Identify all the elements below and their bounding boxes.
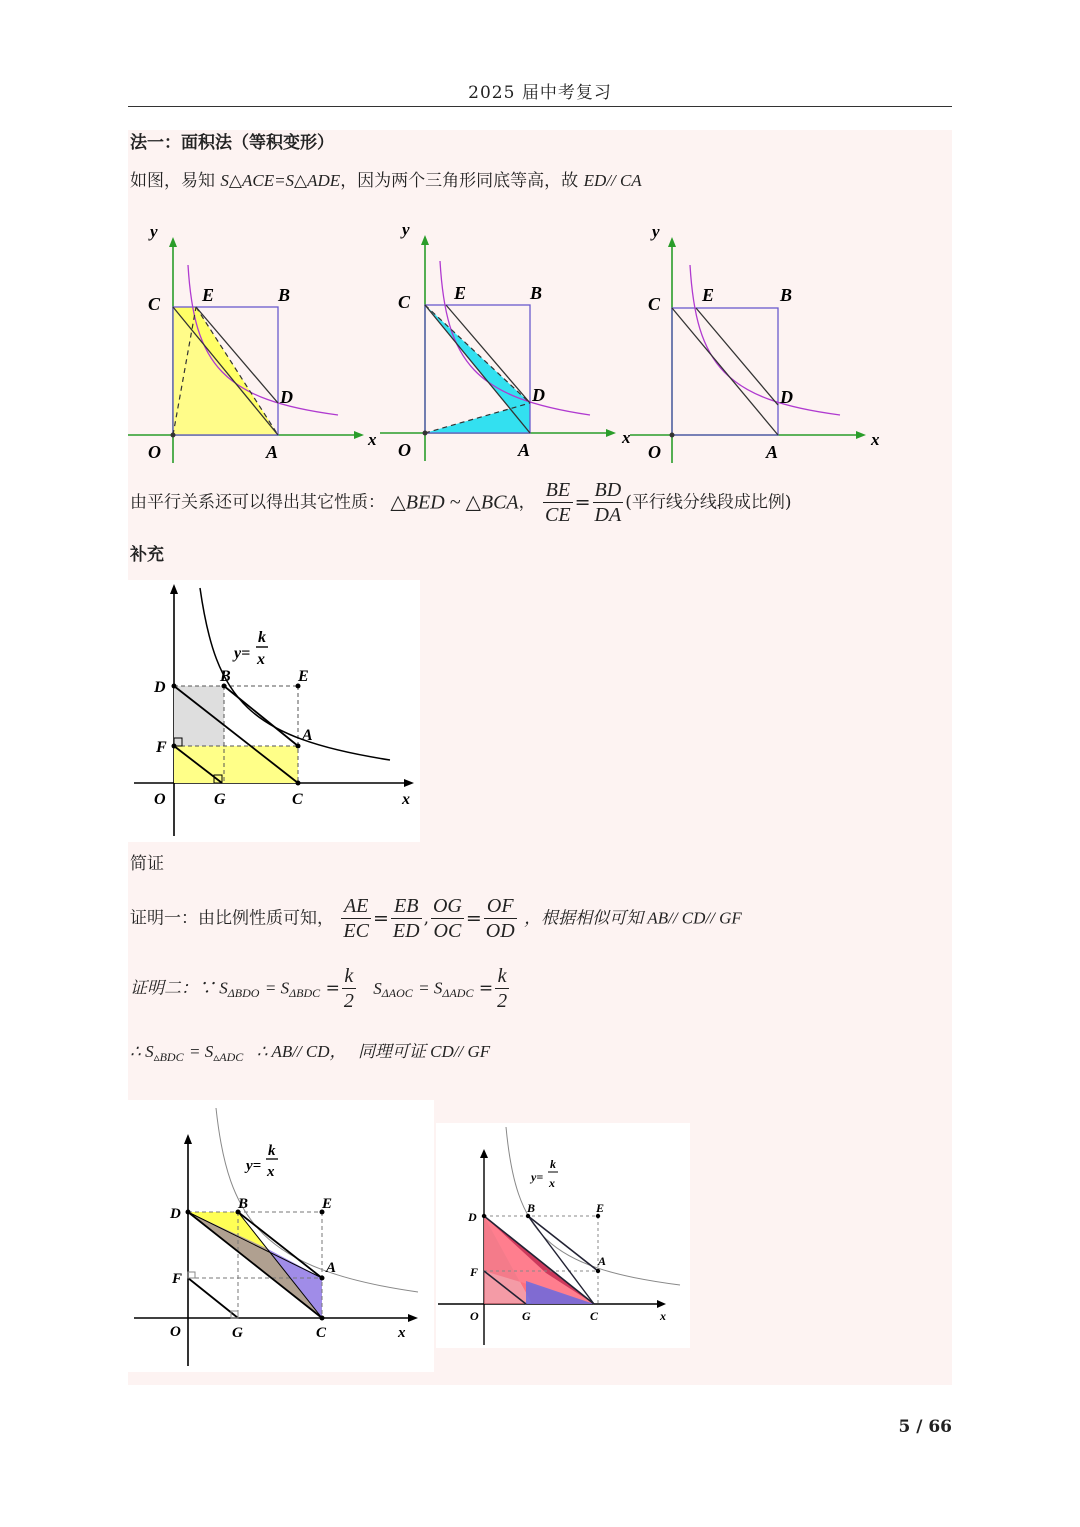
- right-angle-F: [188, 1272, 195, 1278]
- label-x: x: [402, 791, 410, 808]
- point-F: [172, 744, 177, 749]
- label-A: A: [518, 440, 531, 460]
- similarity-note: (平行线分线段成比例): [625, 492, 792, 513]
- subscript-BDO: ΔBDO: [227, 986, 260, 1000]
- label-B: B: [220, 668, 231, 685]
- label-C: C: [590, 1309, 599, 1323]
- label-x: x: [660, 1309, 666, 1323]
- function-k: k: [258, 629, 266, 646]
- numerator: k: [495, 964, 509, 989]
- label-E: E: [454, 283, 467, 303]
- function-x: x: [549, 1176, 555, 1190]
- label-B: B: [780, 285, 793, 305]
- point-C: [320, 1316, 325, 1321]
- label-E: E: [298, 668, 309, 685]
- intro-equation: S△ACE=S△ADE: [220, 171, 341, 190]
- page-header: 2025 届中考复习: [468, 83, 612, 103]
- label-D: D: [170, 1206, 181, 1222]
- y-arrow: [170, 584, 178, 594]
- subscript-ADC: ΔADC: [442, 986, 474, 1000]
- label-x: x: [871, 430, 880, 449]
- page-number: 5 / 66: [898, 1417, 952, 1437]
- x-arrow: [408, 1314, 418, 1322]
- segment-CA: [672, 308, 778, 435]
- segment-DC: [188, 1212, 322, 1318]
- x-arrow: [354, 431, 364, 439]
- numerator: BD: [594, 479, 622, 501]
- segment-ED: [696, 308, 778, 405]
- segment-DA: [188, 1212, 322, 1278]
- denominator: CE: [545, 504, 571, 526]
- label-C: C: [148, 294, 161, 314]
- numerator: k: [342, 964, 356, 989]
- x-arrow: [606, 429, 616, 437]
- fraction-OF-OD: [484, 894, 517, 943]
- label-B: B: [278, 285, 291, 305]
- equals: =: [574, 491, 591, 514]
- denominator: OC: [433, 920, 462, 942]
- label-G: G: [232, 1325, 243, 1341]
- supplement-title: 补充: [130, 545, 164, 565]
- label-A: A: [266, 442, 279, 462]
- label-y: y: [652, 222, 660, 241]
- label-D: D: [532, 385, 545, 405]
- proof-two: 证明二：∵ $S_{\Delta BDO} = S_{\Delta BDC}$ = $\frac{k}{2}$ $S_{\Delta AOC} = S_{\Delta ADC}$ = $\frac{k}{2}$: [130, 965, 508, 1012]
- fraction-BE-CE: [543, 478, 573, 527]
- label-G: G: [214, 791, 226, 808]
- denominator: 2: [497, 990, 508, 1012]
- segment-BC: [238, 1212, 322, 1318]
- point-A: [596, 1269, 600, 1273]
- denominator: EC: [343, 920, 369, 942]
- label-y: y: [402, 220, 410, 239]
- label-A: A: [302, 727, 313, 744]
- point-A: [296, 744, 301, 749]
- denominator: 2: [343, 990, 354, 1012]
- numerator: AE: [341, 894, 371, 919]
- function-x: x: [257, 651, 265, 668]
- label-C: C: [292, 791, 303, 808]
- similarly-proven: 同理可证 CD// GF: [357, 1042, 491, 1061]
- subscript-BDC: ΔBDC: [289, 986, 321, 1000]
- label-D: D: [154, 679, 166, 696]
- subscript-BDC: ▵BDC: [153, 1050, 184, 1064]
- label-F: F: [156, 739, 167, 756]
- label-D: D: [780, 387, 793, 407]
- label-x: x: [622, 428, 631, 447]
- brief-proof-title: 简证: [130, 854, 164, 874]
- label-F: F: [172, 1271, 183, 1287]
- label-y: y: [150, 222, 158, 241]
- subscript-ADC: ▵ADC: [213, 1050, 244, 1064]
- point-D: [172, 684, 177, 689]
- y-arrow: [421, 235, 429, 245]
- label-C: C: [398, 292, 411, 312]
- label-x: x: [368, 430, 377, 449]
- similarity-prefix: 由平行关系还可以得出其它性质：: [130, 492, 385, 513]
- x-arrow: [404, 779, 414, 787]
- intro-conclusion: ED// CA: [583, 171, 642, 190]
- numerator: OG: [432, 895, 462, 917]
- figure-3: [630, 215, 885, 470]
- x-arrow: [657, 1300, 666, 1308]
- numerator: EB: [391, 894, 422, 919]
- label-A: A: [766, 442, 779, 462]
- label-E: E: [322, 1196, 333, 1212]
- y-arrow: [169, 237, 177, 247]
- header-rule: [128, 106, 952, 107]
- point-O: [670, 433, 675, 438]
- y-arrow: [668, 237, 676, 247]
- intro-line: [130, 172, 642, 190]
- label-G: G: [522, 1309, 531, 1323]
- label-D: D: [280, 387, 293, 407]
- label-E: E: [702, 285, 715, 305]
- supplement-figure: [128, 580, 420, 842]
- label-B: B: [530, 283, 543, 303]
- denominator: OD: [485, 920, 515, 942]
- label-F: F: [470, 1265, 479, 1279]
- function-x: x: [267, 1164, 275, 1180]
- label-O: O: [470, 1309, 479, 1323]
- therefore-parallel: ∴ AB// CD，: [256, 1042, 347, 1061]
- label-O: O: [648, 442, 661, 462]
- label-C: C: [316, 1325, 327, 1341]
- figure-1: [128, 215, 378, 470]
- point-D: [186, 1210, 191, 1215]
- function-k: k: [550, 1157, 556, 1171]
- label-D: D: [468, 1210, 477, 1224]
- label-E: E: [202, 285, 215, 305]
- rect-yellow: [174, 746, 298, 783]
- function-k: k: [268, 1143, 276, 1159]
- segment-CA: [425, 305, 530, 433]
- similarity-statement: △BED ~ △BCA: [390, 491, 519, 514]
- label-O: O: [154, 791, 166, 808]
- therefore-s: ∴ S: [130, 1042, 154, 1061]
- section-heading: 法一：面积法（等积变形）: [130, 133, 334, 153]
- proof-three: ∴ $S_{▵BDC} = S_{▵ADC}$ ∴ AB// CD， 同理可证 CD// GF: [130, 1042, 491, 1064]
- point-O: [171, 433, 176, 438]
- label-O: O: [170, 1324, 181, 1340]
- numerator: OF: [484, 894, 517, 919]
- fraction-OG-OC: [431, 894, 464, 943]
- proof-two-prefix: 证明二：∵ S: [130, 978, 228, 998]
- segment-ED: [446, 305, 530, 403]
- label-C: C: [648, 294, 661, 314]
- intro-mid: ，因为两个三角形同底等高，故: [340, 171, 584, 191]
- proof-one: 证明一：由比例性质可知， $\frac{AE}{EC}$ = $\frac{EB}{ED}$ , $\frac{OG}{OC}$ = $\frac{OF}{OD}$ ，根据相似可知 AB// CD// GF: [130, 895, 742, 942]
- point-C: [296, 781, 301, 786]
- function-y: y=: [531, 1170, 544, 1184]
- proof-one-suffix: ，根据相似可知 AB// CD// GF: [524, 908, 742, 928]
- numerator: BE: [543, 478, 573, 503]
- segment-BA: [224, 686, 298, 746]
- point-D: [482, 1214, 486, 1218]
- fraction-AE-EC: [341, 894, 371, 943]
- function-y: y=: [234, 645, 251, 662]
- label-O: O: [398, 440, 411, 460]
- fraction-BD-DA: [593, 478, 624, 527]
- point-O: [423, 431, 428, 436]
- similarity-line: [130, 478, 791, 530]
- y-arrow: [184, 1134, 192, 1144]
- label-B: B: [527, 1201, 536, 1215]
- figure-2: [380, 213, 635, 470]
- label-B: B: [238, 1196, 249, 1212]
- denominator: ED: [392, 920, 420, 942]
- fraction-k-2-b: [495, 964, 509, 1013]
- bottom-figure-2: [436, 1123, 690, 1348]
- fraction-k-2-a: [342, 964, 356, 1013]
- x-arrow: [856, 431, 866, 439]
- label-E: E: [596, 1201, 605, 1215]
- label-A: A: [598, 1254, 607, 1268]
- proof-one-prefix: 证明一：由比例性质可知，: [130, 908, 334, 929]
- denominator: DA: [594, 504, 622, 526]
- label-x: x: [398, 1325, 406, 1341]
- comma: ，: [518, 492, 536, 513]
- intro-prefix: 如图，易知: [130, 171, 221, 191]
- bottom-figure-1: [128, 1100, 434, 1372]
- subscript-AOC: ΔAOC: [381, 986, 413, 1000]
- function-y: y=: [246, 1158, 262, 1174]
- label-A: A: [326, 1260, 337, 1276]
- y-arrow: [480, 1149, 488, 1158]
- label-O: O: [148, 442, 161, 462]
- point-A: [320, 1276, 325, 1281]
- fraction-EB-ED: [391, 894, 422, 943]
